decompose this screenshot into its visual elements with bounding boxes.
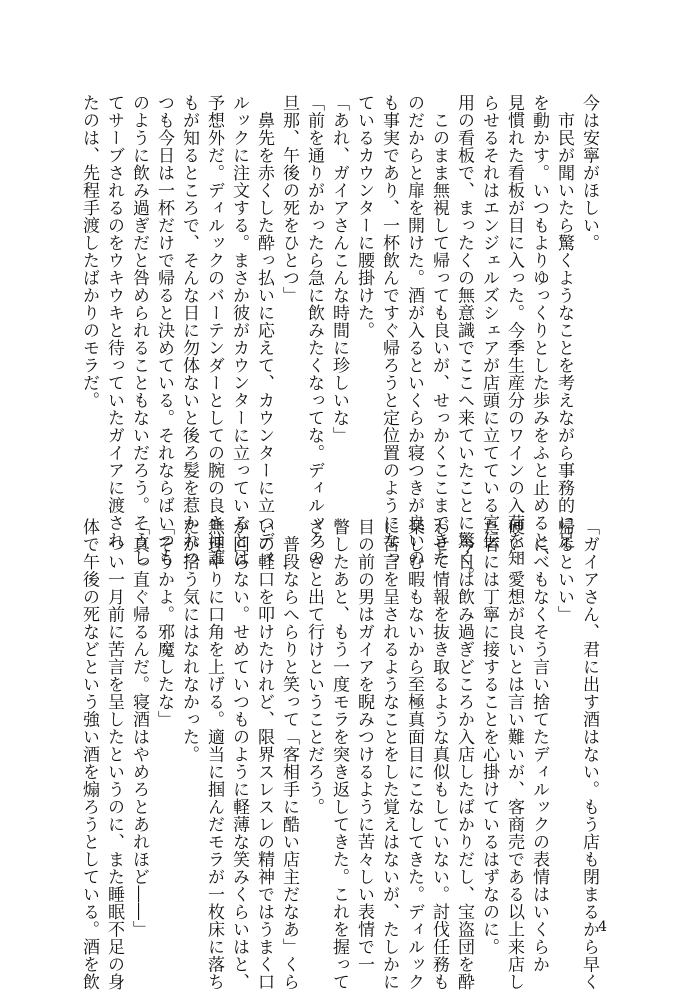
- text-line: 旦那、午後の死をひとつ」: [279, 94, 299, 304]
- text-line: たのは、先程手渡したばかりのモラだ。: [79, 94, 99, 409]
- text-block-bottom: [79, 518, 601, 991]
- text-line: らせるそれはエンジェルズシェアが店頭に立てている宣伝: [479, 94, 499, 549]
- text-line: つも今日は一杯だけで帰ると決めている。それならばいつも: [154, 94, 174, 567]
- text-line: ルックに注文する。まさか彼がカウンターに立っているとは: [229, 94, 249, 567]
- text-line: てサーブされるのをウキウキと待っていたガイアに渡され: [104, 94, 124, 549]
- text-line: 今は安寧がほしい。: [579, 94, 599, 252]
- text-line: を動かす。いつもよりゆっくりとした歩みをふと止めると、: [529, 94, 549, 567]
- text-line: わせて情報を抜き取るような真似もしていない。討伐任務も: [429, 518, 449, 991]
- text-line: 「そうかよ。邪魔したな」: [154, 518, 174, 728]
- text-line: のように飲み過ぎだと咎められることもないだろう。そうし: [129, 94, 149, 567]
- text-line: 予想外だ。ディルックのバーテンダーとしての腕の良さは誰: [204, 94, 224, 567]
- text-line: 目の前の男はガイアを睨みつけるように苦々しい表情で一: [354, 518, 374, 973]
- text-line: が回らない。せめていつものように軽薄な笑みくらいはと、: [229, 518, 249, 991]
- text-line: 「真っ直ぐ帰るんだ。寝酒はやめろとあれほど――」: [129, 518, 149, 938]
- text-line: のだからと扉を開けた。酒が入るといくらか寝つきが良いの: [404, 94, 424, 567]
- text-line: 見慣れた看板が目に入った。今季生産分のワインの入荷を知: [504, 94, 524, 567]
- text-line: 今日は飲み過ぎどころか入店したばかりだし、宝盗団を酔: [454, 518, 474, 991]
- text-line: にべもなくそう言い捨てたディルックの表情はいくらか: [529, 518, 549, 973]
- text-line: に苦言を呈されるようなことをした覚えはないが、たしかに: [379, 518, 399, 991]
- text-line: 用の看板で、まったくの無意識でここへ来ていたことに驚く。: [454, 94, 474, 584]
- text-line: 「前を通りがかったら急に飲みたくなってな。ディルックの: [304, 94, 324, 567]
- text-line: 鼻先を赤くした酔っ払いに応えて、カウンターに立つディ: [254, 94, 274, 567]
- text-line: た者には丁寧に接することを心掛けているはずなのに。: [479, 518, 499, 956]
- text-line: いの軽口を叩けたけれど、限界スレスレの精神ではうまく口: [254, 518, 274, 991]
- text-line: 「ガイアさん、君に出す酒はない。もう店も閉まるから早く: [579, 518, 599, 991]
- text-line: つい一月前に苦言を呈したというのに、また睡眠不足の身: [104, 518, 124, 991]
- text-line: 普段ならへらりと笑って「客相手に酷い店主だなあ」くら: [279, 518, 299, 991]
- text-line: たが拾う気にはなれなかった。: [179, 518, 199, 763]
- text-line: も事実であり、一杯飲んですぐ帰ろうと定位置のようになっ: [379, 94, 399, 567]
- text-line: 楽しむ暇もないから至極真面目にこなしてきた。ディルック: [404, 518, 424, 991]
- page-number: 4: [598, 919, 607, 935]
- text-line: 硬い。愛想が良いとは言い難いが、客商売である以上来店し: [504, 518, 524, 991]
- text-line: 無理やりに口角を上げる。適当に掴んだモラが一枚床に落ち: [204, 518, 224, 991]
- text-line: 市民が聞いたら驚くようなことを考えながら事務的に足: [554, 94, 574, 549]
- text-line: 体で午後の死などという強い酒を煽ろうとしている。酒を飲: [79, 518, 99, 991]
- text-line: さっさと出て行けということだろう。: [304, 518, 324, 816]
- text-line: ているカウンターに腰掛けた。: [354, 94, 374, 339]
- text-line: 帰るといい」: [554, 518, 574, 623]
- text-line: もが知るところで、そんな日に勿体ないと後ろ髪を惹かれつ: [179, 94, 199, 567]
- text-line: 瞥したあと、もう一度モラを突き返してきた。これを握って: [329, 518, 349, 991]
- text-line: このまま無視して帰っても良いが、せっかくここまできた: [429, 94, 449, 567]
- text-line: 「あれ、ガイアさんこんな時間に珍しいな」: [329, 94, 349, 444]
